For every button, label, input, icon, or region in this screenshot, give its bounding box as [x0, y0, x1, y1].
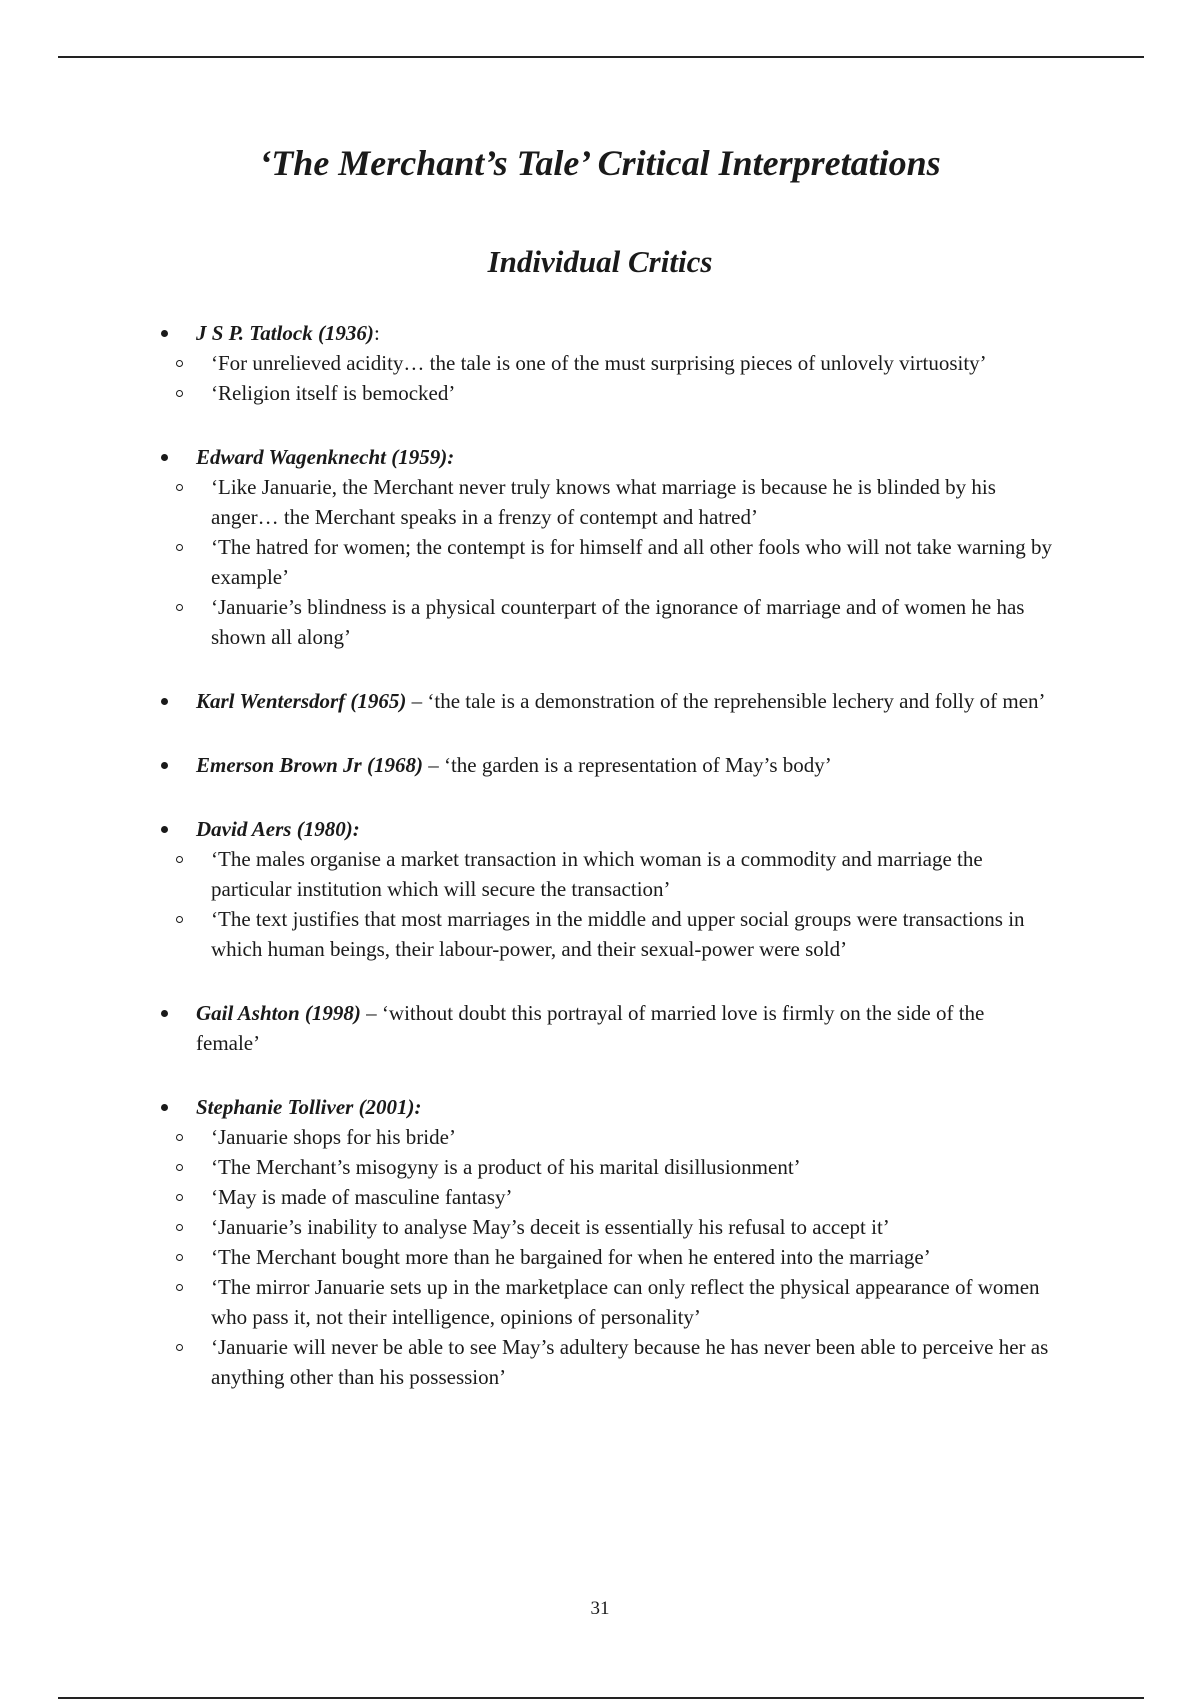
critic-heading — [0, 1092, 1200, 1122]
critics-list — [0, 318, 1200, 1426]
hollow-bullet-icon — [176, 856, 183, 863]
quote-text: ‘For unrelieved acidity… the tale is one of the must surprising pieces of unlovely virtuosity’ — [211, 351, 987, 375]
quote-list — [0, 348, 1200, 408]
critic-heading — [0, 814, 1200, 844]
hollow-bullet-icon — [176, 484, 183, 491]
hollow-bullet-icon — [176, 390, 183, 397]
quote-text: ‘The text justifies that most marriages in the middle and upper social groups were transactions in which human beings, their labour-power, and their sexual-power were sold’ — [211, 907, 1025, 961]
critic-name: Emerson Brown Jr (1968) — [196, 753, 423, 777]
hollow-bullet-icon — [176, 1344, 183, 1351]
quote-list — [0, 1122, 1200, 1392]
critic-name-suffix: : — [373, 321, 380, 345]
quote-list — [0, 844, 1200, 964]
critic-name: J S P. Tatlock (1936) — [196, 321, 374, 345]
quote-item — [0, 1332, 1200, 1392]
quote-text: ‘Januarie shops for his bride’ — [211, 1125, 456, 1149]
quote-item — [0, 1122, 1200, 1152]
quote-item — [0, 1152, 1200, 1182]
critic-heading — [0, 998, 1200, 1058]
hollow-bullet-icon — [176, 604, 183, 611]
hollow-bullet-icon — [176, 1134, 183, 1141]
quote-text: ‘Like Januarie, the Merchant never truly knows what marriage is because he is blinded by his anger… the Merchant speaks in a frenzy of contempt and hatred’ — [211, 475, 996, 529]
quote-item — [0, 532, 1200, 592]
hollow-bullet-icon — [176, 360, 183, 367]
quote-item — [0, 592, 1200, 652]
quote-item — [0, 348, 1200, 378]
quote-item — [0, 1212, 1200, 1242]
critic-entry — [0, 1092, 1200, 1392]
quote-text: ‘The hatred for women; the contempt is for himself and all other fools who will not take warning by example’ — [211, 535, 1052, 589]
hollow-bullet-icon — [176, 916, 183, 923]
quote-text: ‘Religion itself is bemocked’ — [211, 381, 456, 405]
critic-name: Edward Wagenknecht (1959): — [196, 445, 455, 469]
quote-list — [0, 472, 1200, 652]
top-rule — [58, 56, 1144, 58]
quote-item — [0, 844, 1200, 904]
quote-item — [0, 904, 1200, 964]
bottom-rule — [58, 1697, 1144, 1699]
critic-inline-quote: – ‘without doubt this portrayal of married love is firmly on the side of the female’ — [196, 1001, 985, 1055]
bullet-icon — [161, 762, 168, 769]
quote-text: ‘The mirror Januarie sets up in the marketplace can only reflect the physical appearance of women who pass it, not their intelligence, opinions of personality’ — [211, 1275, 1040, 1329]
hollow-bullet-icon — [176, 544, 183, 551]
hollow-bullet-icon — [176, 1224, 183, 1231]
quote-text: ‘The males organise a market transaction in which woman is a commodity and marriage the particular institution which will secure the transaction’ — [211, 847, 983, 901]
critic-entry — [0, 814, 1200, 964]
hollow-bullet-icon — [176, 1254, 183, 1261]
quote-text: ‘Januarie will never be able to see May’s adultery because he has never been able to perceive her as anything other than his possession’ — [211, 1335, 1049, 1389]
critic-name: Karl Wentersdorf (1965) — [196, 689, 407, 713]
hollow-bullet-icon — [176, 1194, 183, 1201]
quote-text: ‘Januarie’s inability to analyse May’s deceit is essentially his refusal to accept it’ — [211, 1215, 890, 1239]
critic-entry — [0, 318, 1200, 408]
critic-heading — [0, 442, 1200, 472]
quote-text: ‘The Merchant’s misogyny is a product of his marital disillusionment’ — [211, 1155, 801, 1179]
critic-inline-quote: – ‘the garden is a representation of May’s body’ — [422, 753, 832, 777]
quote-text: ‘May is made of masculine fantasy’ — [211, 1185, 513, 1209]
hollow-bullet-icon — [176, 1164, 183, 1171]
bullet-icon — [161, 826, 168, 833]
quote-item — [0, 472, 1200, 532]
page-number: 31 — [590, 1598, 610, 1619]
critic-entry — [0, 442, 1200, 652]
hollow-bullet-icon — [176, 1284, 183, 1291]
critic-heading — [0, 750, 1200, 780]
critic-heading — [0, 686, 1200, 716]
quote-item — [0, 378, 1200, 408]
critic-entry — [0, 686, 1200, 716]
bullet-icon — [161, 1104, 168, 1111]
quote-item — [0, 1242, 1200, 1272]
bullet-icon — [161, 698, 168, 705]
quote-item — [0, 1272, 1200, 1332]
critic-inline-quote: – ‘the tale is a demonstration of the reprehensible lechery and folly of men’ — [406, 689, 1046, 713]
bullet-icon — [161, 454, 168, 461]
bullet-icon — [161, 1010, 168, 1017]
critic-name: David Aers (1980): — [196, 817, 360, 841]
quote-text: ‘Januarie’s blindness is a physical counterpart of the ignorance of marriage and of women he has shown all along’ — [211, 595, 1025, 649]
critic-heading — [0, 318, 1200, 348]
bullet-icon — [161, 330, 168, 337]
critic-entry — [0, 998, 1200, 1058]
critic-name: Stephanie Tolliver (2001): — [196, 1095, 422, 1119]
section-subtitle: Individual Critics — [487, 244, 713, 279]
critic-name: Gail Ashton (1998) — [196, 1001, 361, 1025]
critic-entry — [0, 750, 1200, 780]
page-title: ‘The Merchant’s Tale’ Critical Interpretations — [259, 143, 941, 183]
quote-item — [0, 1182, 1200, 1212]
quote-text: ‘The Merchant bought more than he bargained for when he entered into the marriage’ — [211, 1245, 931, 1269]
